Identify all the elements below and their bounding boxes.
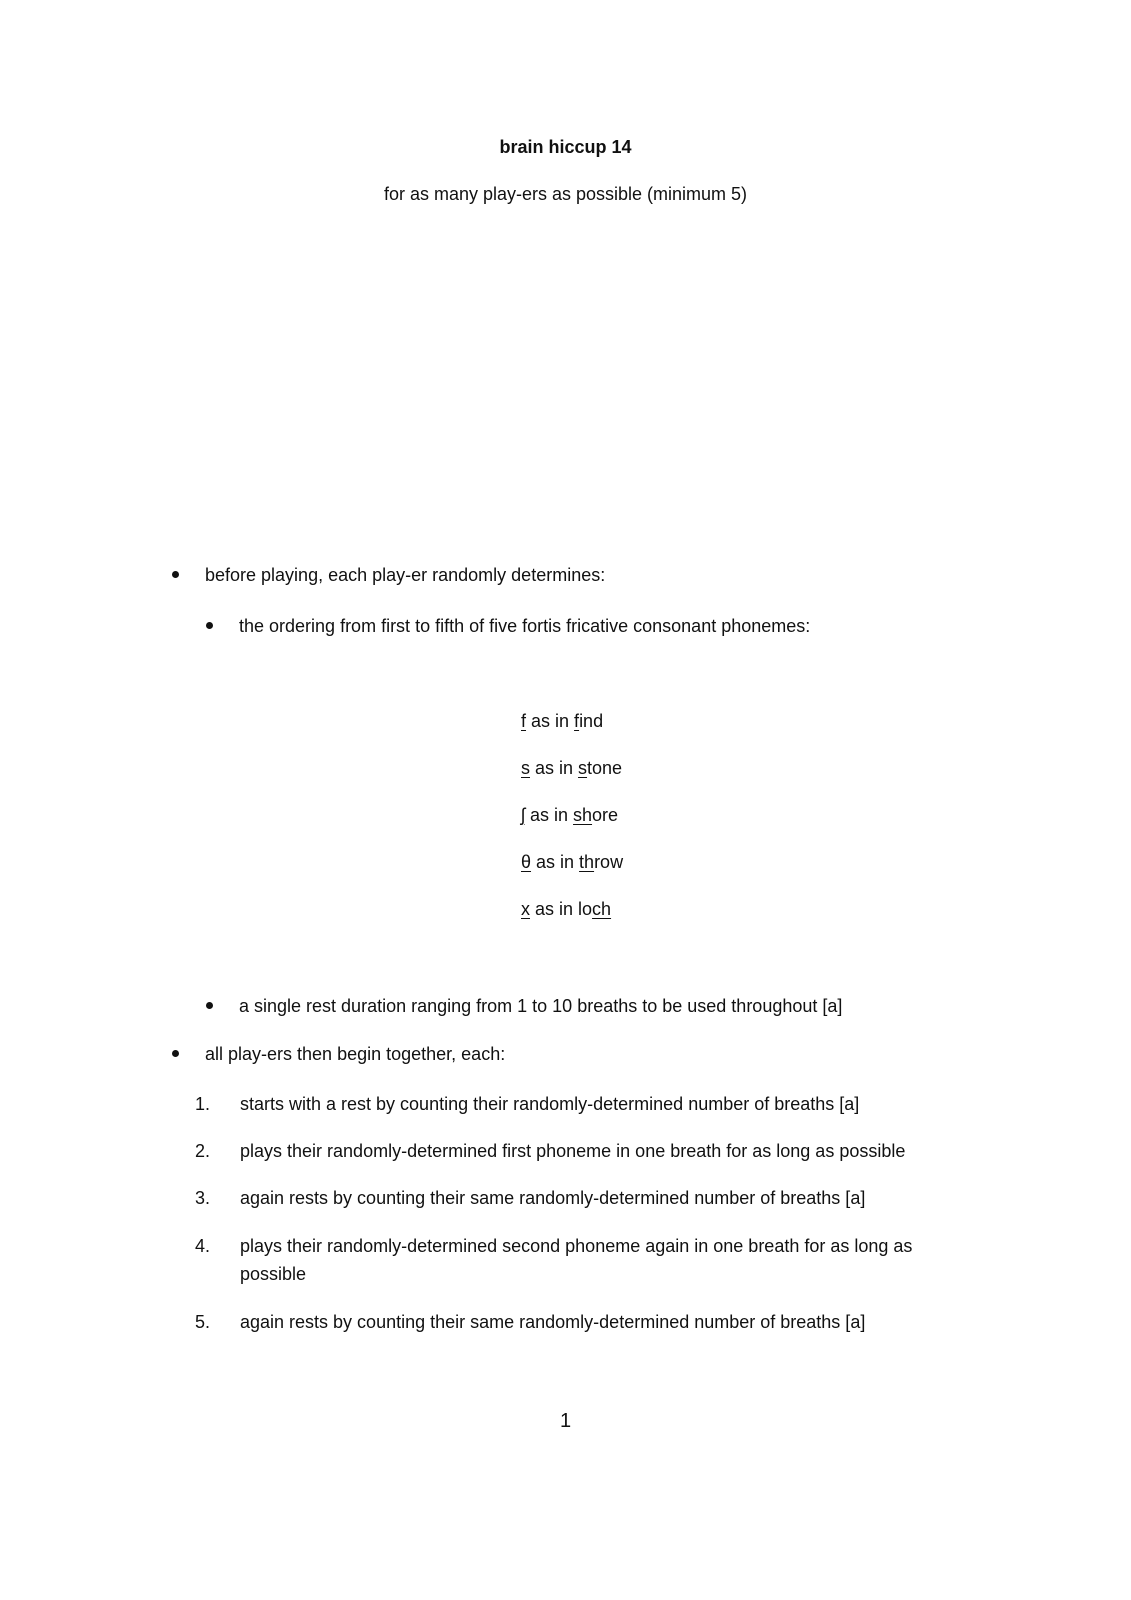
bullet-icon [172, 1050, 179, 1057]
phoneme-item: θ as in throw [521, 852, 624, 872]
step-number: 3. [194, 1188, 210, 1208]
sub-bullet-icon [206, 1002, 213, 1009]
page-number: 1 [559, 1410, 572, 1432]
step-text: starts with a rest by counting their randomly-determined number of breaths [a] [240, 1094, 860, 1114]
phoneme-item: f as in find [521, 711, 604, 731]
step-number: 2. [194, 1141, 210, 1161]
page-subtitle: for as many play-ers as possible (minimum 5) [383, 184, 748, 204]
step-number: 1. [194, 1094, 210, 1114]
step-number: 5. [194, 1312, 210, 1332]
page-title: brain hiccup 14 [499, 137, 632, 157]
bullet-icon [172, 571, 179, 578]
step-text: again rests by counting their same randomly-determined number of breaths [a] [240, 1312, 866, 1332]
bullet-text: all play-ers then begin together, each: [205, 1044, 506, 1064]
step-number: 4. [194, 1236, 210, 1256]
step-text: again rests by counting their same randomly-determined number of breaths [a] [240, 1188, 866, 1208]
step-text: plays their randomly-determined first phoneme in one breath for as long as possible [240, 1141, 906, 1161]
sub-bullet-text: a single rest duration ranging from 1 to 10 breaths to be used throughout [a] [239, 996, 843, 1016]
sub-bullet-text: the ordering from first to fifth of five fortis fricative consonant phonemes: [239, 616, 811, 636]
sub-bullet-icon [206, 622, 213, 629]
step-text: plays their randomly-determined second phoneme again in one breath for as long as possible [240, 1236, 913, 1284]
bullet-text: before playing, each play-er randomly determines: [205, 565, 606, 585]
phoneme-item: ʃ as in shore [521, 805, 619, 825]
phoneme-item: s as in stone [521, 758, 623, 778]
phoneme-item: x as in loch [521, 899, 612, 919]
